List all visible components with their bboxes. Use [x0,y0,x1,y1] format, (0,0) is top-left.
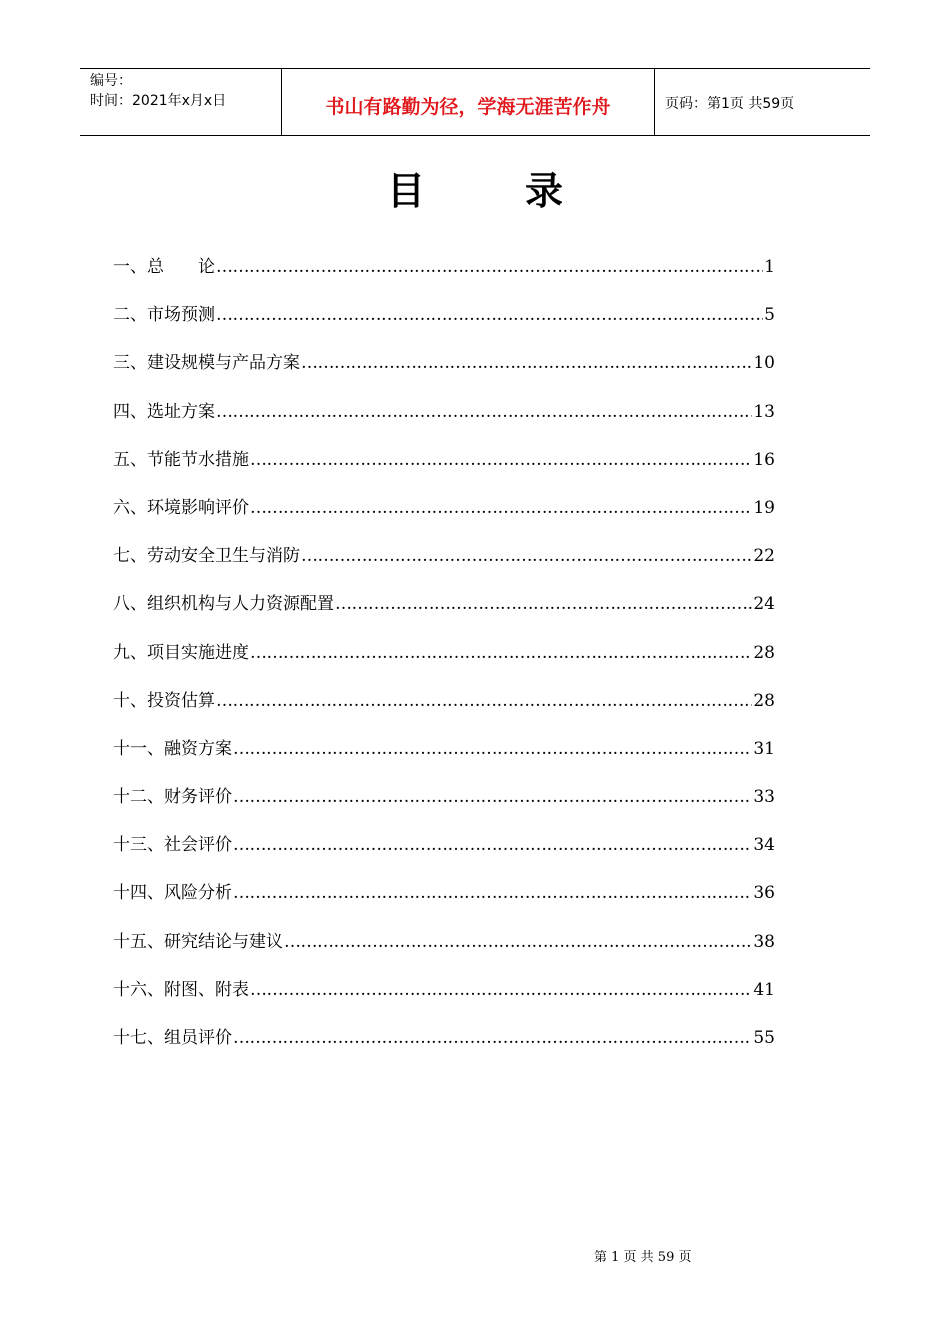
toc-entry-label: 六、环境影响评价 [113,497,249,518]
toc-entry[interactable] [113,300,775,348]
toc-entry-page-number: 31 [753,738,775,759]
toc-entry-page-number: 13 [753,401,775,422]
toc-entry-label: 十二、财务评价 [113,787,232,808]
toc-entry[interactable] [113,878,775,926]
toc-entry-label: 三、建设规模与产品方案 [113,353,300,374]
toc-entry[interactable] [113,927,775,975]
table-of-contents [113,252,775,1071]
toc-entry[interactable] [113,1023,775,1071]
document-time-label: 时间：2021年x月x日 [90,93,227,109]
toc-entry-page-number: 28 [753,642,775,663]
title-char-1: 目 [386,169,425,213]
document-number-label: 编号： [90,73,132,89]
toc-entry[interactable] [113,975,775,1023]
toc-entry[interactable] [113,686,775,734]
toc-entry-label: 七、劳动安全卫生与消防 [113,546,300,567]
toc-entry-label: 十、投资估算 [113,690,215,711]
toc-dot-leader [250,445,752,475]
toc-entry-page-number: 22 [753,546,775,567]
toc-dot-leader [233,782,752,812]
toc-dot-leader [250,493,752,523]
toc-entry-page-number: 55 [753,1028,775,1048]
toc-entry-page-number: 34 [753,835,775,856]
toc-entry-label: 十四、风险分析 [113,883,232,904]
toc-entry[interactable] [113,493,775,541]
toc-entry-page-number: 24 [753,594,775,615]
toc-dot-leader [301,541,752,571]
toc-dot-leader [233,1023,752,1053]
toc-dot-leader [250,975,752,1005]
toc-entry[interactable] [113,830,775,878]
toc-dot-leader [250,638,752,668]
header-meta [80,69,282,135]
toc-dot-leader [233,830,752,860]
toc-entry-label: 一、总 论 [113,257,215,277]
toc-entry[interactable] [113,397,775,445]
toc-entry-label: 十三、社会评价 [113,835,232,856]
toc-entry-label: 十七、组员评价 [113,1028,232,1048]
page-header [80,68,870,136]
toc-dot-leader [233,878,752,908]
toc-entry-page-number: 16 [753,449,775,470]
toc-dot-leader [216,300,763,330]
toc-entry[interactable] [113,541,775,589]
toc-entry-label: 十六、附图、附表 [113,979,249,1000]
toc-entry-label: 四、选址方案 [113,401,215,422]
toc-entry[interactable] [113,252,775,300]
toc-entry[interactable] [113,445,775,493]
toc-dot-leader [216,686,752,716]
toc-entry-label: 九、项目实施进度 [113,642,249,663]
toc-entry[interactable] [113,734,775,782]
toc-dot-leader [233,734,752,764]
toc-dot-leader [301,348,752,378]
toc-entry-page-number: 36 [753,883,775,904]
toc-entry-page-number: 1 [764,257,775,277]
page-title [0,160,950,215]
toc-entry-label: 五、节能节水措施 [113,449,249,470]
toc-entry-label: 二、市场预测 [113,305,215,326]
toc-entry[interactable] [113,348,775,396]
toc-entry-page-number: 33 [753,787,775,808]
toc-entry-page-number: 19 [753,497,775,518]
page-footer: 第 1 页 共 59 页 [594,1250,692,1265]
toc-entry-page-number: 10 [753,353,775,374]
toc-dot-leader [284,927,752,957]
toc-entry-page-number: 28 [753,690,775,711]
toc-entry-label: 八、组织机构与人力资源配置 [113,594,334,615]
toc-entry-page-number: 38 [753,931,775,952]
header-page-info: 页码：第1页 共59页 [665,96,795,112]
header-motto: 书山有路勤为径，学海无涯苦作舟 [282,69,655,135]
toc-entry[interactable] [113,589,775,637]
toc-dot-leader [335,589,752,619]
toc-entry[interactable] [113,638,775,686]
title-char-2: 录 [525,169,564,213]
toc-entry-page-number: 41 [753,979,775,1000]
toc-dot-leader [216,397,752,427]
toc-entry-page-number: 5 [764,305,775,326]
toc-dot-leader [216,252,763,282]
toc-entry-label: 十五、研究结论与建议 [113,931,283,952]
toc-entry-label: 十一、融资方案 [113,738,232,759]
toc-entry[interactable] [113,782,775,830]
